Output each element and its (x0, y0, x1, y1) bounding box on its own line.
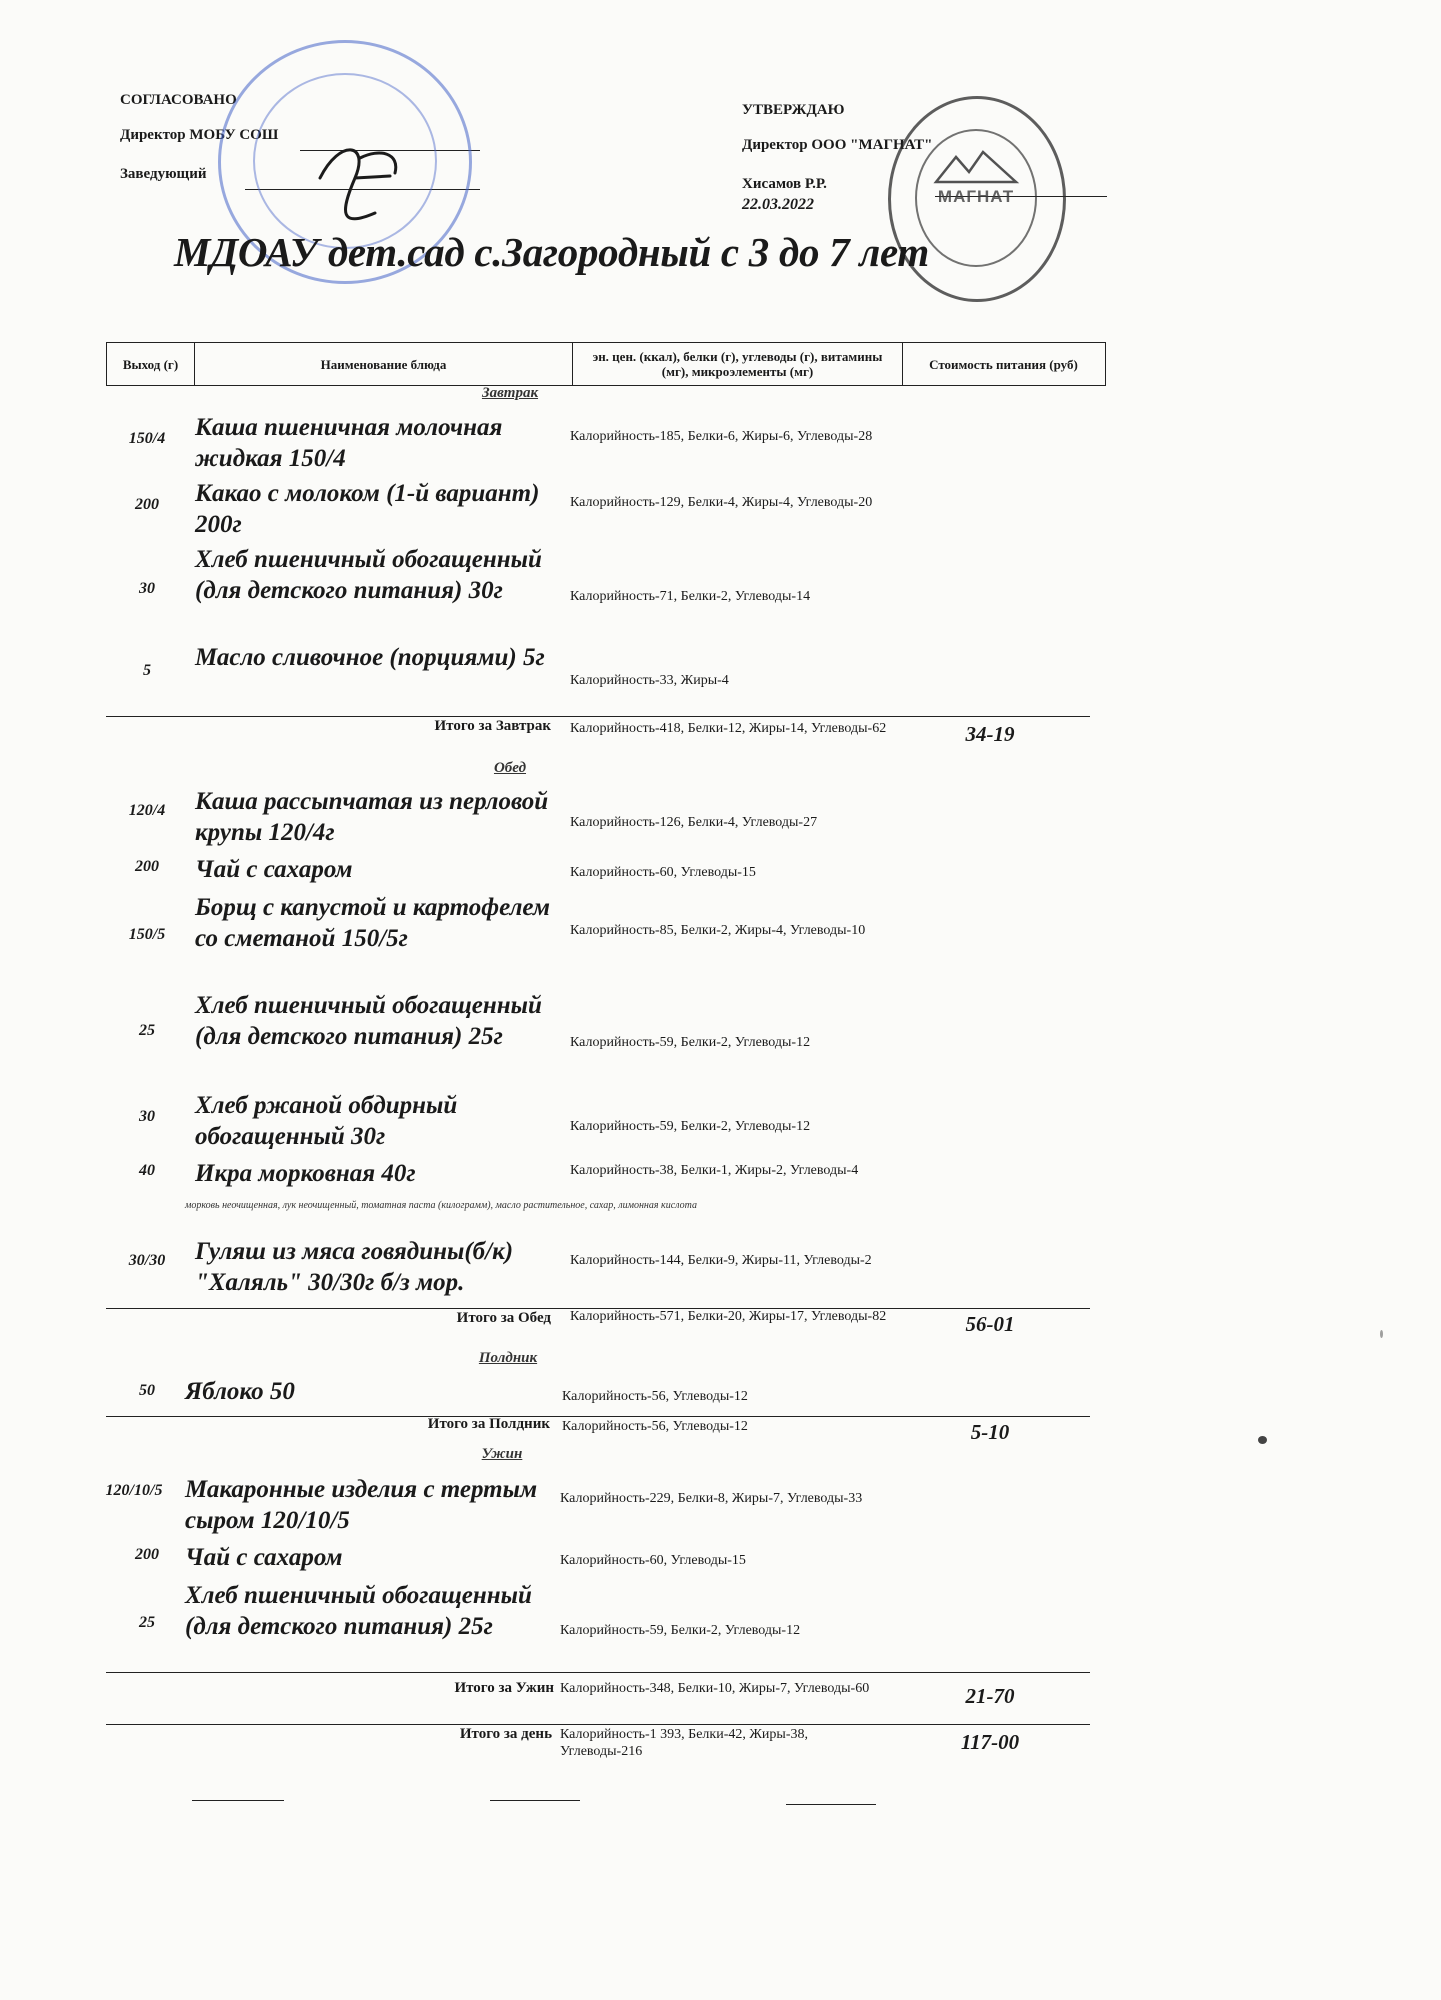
nutrition-value: Калорийность-85, Белки-2, Жиры-4, Углеводы-10 (570, 923, 866, 938)
agreed-label: СОГЛАСОВАНО (120, 92, 237, 108)
total-nutrition-lunch: Калорийность-571, Белки-20, Жиры-17, Углеводы-82 (570, 1309, 887, 1324)
approval-date: 22.03.2022 (742, 196, 814, 213)
output-value: 120/10/5 (105, 1482, 163, 1499)
nutrition-value: Калорийность-144, Белки-9, Жиры-11, Углеводы-2 (570, 1253, 872, 1268)
output-value: 30/30 (128, 1252, 166, 1269)
dish-name: Хлеб пшеничный обогащенный (для детского питания) 25г (185, 1582, 532, 1640)
nutrition-value: Калорийность-59, Белки-2, Углеводы-12 (560, 1623, 801, 1638)
ingredients-note: морковь неочищенная, лук неочищенный, томатная паста (килограмм), масло растительное, сахар, лимонная кислота (185, 1200, 697, 1211)
total-cost-breakfast: 34-19 (965, 722, 1015, 746)
total-divider (106, 1724, 1090, 1725)
director-company-label: Директор ООО "МАГНАТ" (742, 137, 933, 153)
nutrition-value: Калорийность-185, Белки-6, Жиры-6, Углеводы-28 (570, 429, 873, 444)
col-nutrition: эн. цен. (ккал), белки (г), углеводы (г), витамины (мг), микроэлементы (мг) (573, 343, 903, 385)
dish-name: Борщ с капустой и картофелем со сметаной 150/5г (195, 894, 551, 952)
output-value: 25 (139, 1022, 155, 1039)
total-cost-day: 117-00 (960, 1730, 1020, 1754)
signature-line-bottom-3 (786, 1804, 876, 1805)
output-value: 120/4 (128, 802, 166, 819)
output-value: 40 (139, 1162, 155, 1179)
total-nutrition-breakfast: Калорийность-418, Белки-12, Жиры-14, Углеводы-62 (570, 721, 887, 736)
dish-name: Макаронные изделия с тертым сыром 120/10/5 (185, 1476, 538, 1534)
col-cost: Стоимость питания (руб) (929, 356, 1078, 372)
director-name: Хисамов Р.Р. (742, 176, 827, 192)
total-divider (106, 716, 1090, 717)
section-title-lunch: Обед (493, 760, 527, 776)
approve-label: УТВЕРЖДАЮ (742, 102, 845, 118)
output-value: 150/5 (128, 926, 166, 943)
total-label-lunch: Итого за Обед (456, 1310, 551, 1326)
output-value: 30 (139, 580, 155, 597)
output-value: 50 (139, 1382, 155, 1399)
nutrition-value: Калорийность-59, Белки-2, Углеводы-12 (570, 1035, 811, 1050)
dish-name: Каша рассыпчатая из перловой крупы 120/4г (195, 788, 549, 846)
page-title: МДОАУ дет.сад с.Загородный с 3 до 7 лет (174, 229, 929, 275)
dish-name: Гуляш из мяса говядины(б/к) "Халяль" 30/30г б/з мор. (195, 1238, 514, 1296)
mountain-icon (931, 147, 1021, 187)
total-label-breakfast: Итого за Завтрак (434, 718, 551, 734)
dish-name: Чай с сахаром (185, 1544, 343, 1571)
head-label: Заведующий (120, 166, 207, 182)
nutrition-value: Калорийность-59, Белки-2, Углеводы-12 (570, 1119, 811, 1134)
output-value: 200 (135, 858, 159, 875)
scan-speck (1380, 1330, 1383, 1338)
output-value: 200 (135, 496, 159, 513)
dish-name: Каша пшеничная молочная жидкая 150/4 (195, 414, 503, 472)
dish-name: Яблоко 50 (185, 1378, 295, 1405)
signature-line-bottom-1 (192, 1800, 284, 1801)
total-divider (106, 1672, 1090, 1673)
total-label-dinner: Итого за Ужин (454, 1680, 554, 1696)
dish-name: Масло сливочное (порциями) 5г (195, 644, 545, 671)
nutrition-value: Калорийность-60, Углеводы-15 (560, 1553, 746, 1568)
table-header (106, 342, 1106, 386)
total-cost-snack: 5-10 (970, 1420, 1010, 1444)
dish-name: Икра морковная 40г (195, 1160, 416, 1187)
col-name: Наименование блюда (195, 343, 573, 385)
nutrition-value: Калорийность-129, Белки-4, Жиры-4, Углеводы-20 (570, 495, 873, 510)
signature-left (300, 118, 420, 238)
signature-line-bottom-2 (490, 1800, 580, 1801)
total-cost-lunch: 56-01 (965, 1312, 1015, 1336)
nutrition-value: Калорийность-71, Белки-2, Углеводы-14 (570, 589, 811, 604)
director-school-label: Директор МОБУ СОШ (120, 127, 279, 143)
output-value: 30 (139, 1108, 155, 1125)
dish-name: Хлеб ржаной обдирный обогащенный 30г (195, 1092, 458, 1150)
output-value: 200 (135, 1546, 159, 1563)
section-title-dinner: Ужин (481, 1446, 523, 1462)
dish-name: Хлеб пшеничный обогащенный (для детского питания) 30г (195, 546, 542, 604)
nutrition-value: Калорийность-229, Белки-8, Жиры-7, Углеводы-33 (560, 1491, 863, 1506)
section-title-breakfast: Завтрак (481, 385, 539, 401)
output-value: 25 (139, 1614, 155, 1631)
total-cost-dinner: 21-70 (965, 1684, 1015, 1708)
col-output: Выход (г) (107, 343, 195, 385)
total-label-day: Итого за день (459, 1726, 552, 1742)
section-title-snack: Полдник (478, 1350, 538, 1366)
nutrition-value: Калорийность-38, Белки-1, Жиры-2, Углеводы-4 (570, 1163, 859, 1178)
output-value: 150/4 (128, 430, 166, 447)
total-nutrition-dinner: Калорийность-348, Белки-10, Жиры-7, Углеводы-60 (560, 1681, 870, 1696)
nutrition-value: Калорийность-56, Углеводы-12 (562, 1389, 748, 1404)
total-nutrition-snack: Калорийность-56, Углеводы-12 (562, 1419, 748, 1434)
nutrition-value: Калорийность-126, Белки-4, Углеводы-27 (570, 815, 818, 830)
total-nutrition-day: Калорийность-1 393, Белки-42, Жиры-38, Углеводы-216 (560, 1727, 808, 1759)
nutrition-value: Калорийность-33, Жиры-4 (570, 673, 729, 688)
total-label-snack: Итого за Полдник (427, 1416, 550, 1432)
stamp-logo-text: МАГНАТ (937, 187, 1015, 206)
scan-speck (1258, 1436, 1267, 1444)
dish-name: Хлеб пшеничный обогащенный (для детского питания) 25г (195, 992, 542, 1050)
nutrition-value: Калорийность-60, Углеводы-15 (570, 865, 756, 880)
dish-name: Чай с сахаром (195, 856, 353, 883)
dish-name: Какао с молоком (1-й вариант) 200г (195, 480, 540, 538)
output-value: 5 (143, 662, 151, 679)
